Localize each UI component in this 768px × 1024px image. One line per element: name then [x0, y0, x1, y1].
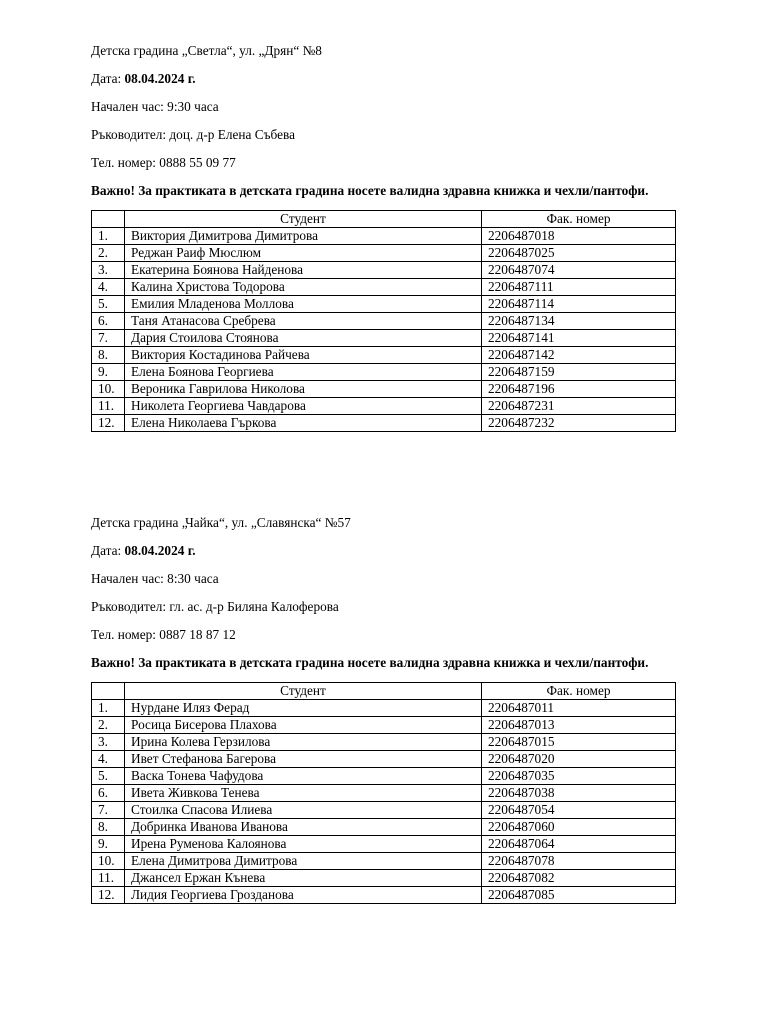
student-name: Николета Георгиева Чавдарова [125, 398, 482, 415]
row-number: 11. [92, 870, 125, 887]
student-name: Джансел Ержан Кънева [125, 870, 482, 887]
student-name: Ивета Живкова Тенева [125, 785, 482, 802]
faculty-number: 2206487114 [482, 296, 676, 313]
row-number: 6. [92, 313, 125, 330]
faculty-number: 2206487015 [482, 734, 676, 751]
faculty-number: 2206487196 [482, 381, 676, 398]
table-row [92, 262, 676, 279]
row-number: 9. [92, 836, 125, 853]
student-name: Ивет Стефанова Багерова [125, 751, 482, 768]
phone: Тел. номер: 0888 55 09 77 [91, 155, 236, 170]
table-row [92, 870, 676, 887]
student-name: Ирена Руменова Калоянова [125, 836, 482, 853]
table-row [92, 819, 676, 836]
header-faculty-number: Фак. номер [482, 211, 676, 228]
student-name: Екатерина Боянова Найденова [125, 262, 482, 279]
row-number: 10. [92, 853, 125, 870]
table-row [92, 734, 676, 751]
faculty-number: 2206487085 [482, 887, 676, 904]
row-number: 9. [92, 364, 125, 381]
table-row [92, 717, 676, 734]
student-name: Стоилка Спасова Илиева [125, 802, 482, 819]
student-name: Ирина Колева Герзилова [125, 734, 482, 751]
table-row [92, 836, 676, 853]
row-number: 7. [92, 802, 125, 819]
row-number: 12. [92, 887, 125, 904]
supervisor: Ръководител: гл. ас. д-р Биляна Калоферова [91, 599, 339, 614]
table-row [92, 364, 676, 381]
student-name: Добринка Иванова Иванова [125, 819, 482, 836]
row-number: 11. [92, 398, 125, 415]
faculty-number: 2206487054 [482, 802, 676, 819]
row-number: 8. [92, 819, 125, 836]
important-notice: Важно! За практиката в детската градина носете валидна здравна книжка и чехли/пантофи. [91, 655, 649, 670]
kindergarten-heading: Детска градина „Чайка“, ул. „Славянска“ №57 [91, 515, 351, 530]
table-row [92, 700, 676, 717]
row-number: 1. [92, 228, 125, 245]
header-faculty-number: Фак. номер [482, 683, 676, 700]
table-row [92, 802, 676, 819]
faculty-number: 2206487035 [482, 768, 676, 785]
table-row [92, 347, 676, 364]
row-number: 5. [92, 768, 125, 785]
phone: Тел. номер: 0887 18 87 12 [91, 627, 236, 642]
faculty-number: 2206487159 [482, 364, 676, 381]
student-name: Реджан Раиф Мюслюм [125, 245, 482, 262]
faculty-number: 2206487141 [482, 330, 676, 347]
kindergarten-heading: Детска градина „Светла“, ул. „Дрян“ №8 [91, 43, 322, 58]
faculty-number: 2206487020 [482, 751, 676, 768]
header-number [92, 211, 125, 228]
faculty-number: 2206487134 [482, 313, 676, 330]
row-number: 5. [92, 296, 125, 313]
faculty-number: 2206487078 [482, 853, 676, 870]
row-number: 2. [92, 717, 125, 734]
row-number: 6. [92, 785, 125, 802]
faculty-number: 2206487025 [482, 245, 676, 262]
table-row [92, 768, 676, 785]
faculty-number: 2206487011 [482, 700, 676, 717]
student-name: Нурдане Иляз Ферад [125, 700, 482, 717]
row-number: 12. [92, 415, 125, 432]
date-line [91, 70, 676, 88]
date-value: 08.04.2024 г. [124, 71, 196, 86]
table-row [92, 381, 676, 398]
supervisor: Ръководител: доц. д-р Елена Събева [91, 127, 295, 142]
student-table [91, 682, 676, 904]
table-row [92, 785, 676, 802]
table-row [92, 887, 676, 904]
faculty-number: 2206487111 [482, 279, 676, 296]
table-row [92, 415, 676, 432]
faculty-number: 2206487064 [482, 836, 676, 853]
faculty-number: 2206487038 [482, 785, 676, 802]
date-value: 08.04.2024 г. [124, 543, 196, 558]
row-number: 7. [92, 330, 125, 347]
student-name: Росица Бисерова Плахова [125, 717, 482, 734]
row-number: 8. [92, 347, 125, 364]
row-number: 10. [92, 381, 125, 398]
header-student: Студент [125, 211, 482, 228]
faculty-number: 2206487082 [482, 870, 676, 887]
row-number: 4. [92, 751, 125, 768]
student-name: Васка Тонева Чафудова [125, 768, 482, 785]
date-label: Дата: [91, 71, 125, 86]
faculty-number: 2206487018 [482, 228, 676, 245]
row-number: 3. [92, 262, 125, 279]
table-row [92, 279, 676, 296]
student-name: Елена Димитрова Димитрова [125, 853, 482, 870]
student-name: Калина Христова Тодорова [125, 279, 482, 296]
table-row [92, 330, 676, 347]
start-time: Начален час: 9:30 часа [91, 99, 219, 114]
table-row [92, 398, 676, 415]
student-name: Елена Боянова Георгиева [125, 364, 482, 381]
student-name: Виктория Димитрова Димитрова [125, 228, 482, 245]
faculty-number: 2206487060 [482, 819, 676, 836]
table-header-row [92, 211, 676, 228]
row-number: 2. [92, 245, 125, 262]
table-row [92, 228, 676, 245]
faculty-number: 2206487013 [482, 717, 676, 734]
student-name: Дария Стоилова Стоянова [125, 330, 482, 347]
student-name: Таня Атанасова Сребрева [125, 313, 482, 330]
faculty-number: 2206487142 [482, 347, 676, 364]
student-name: Елена Николаева Гъркова [125, 415, 482, 432]
student-name: Лидия Георгиева Грозданова [125, 887, 482, 904]
start-time: Начален час: 8:30 часа [91, 571, 219, 586]
table-row [92, 313, 676, 330]
header-student: Студент [125, 683, 482, 700]
section-kindergarten-svetla [91, 42, 676, 432]
student-name: Емилия Младенова Моллова [125, 296, 482, 313]
table-row [92, 245, 676, 262]
student-name: Вероника Гаврилова Николова [125, 381, 482, 398]
faculty-number: 2206487231 [482, 398, 676, 415]
row-number: 1. [92, 700, 125, 717]
faculty-number: 2206487074 [482, 262, 676, 279]
row-number: 3. [92, 734, 125, 751]
table-row [92, 853, 676, 870]
header-number [92, 683, 125, 700]
table-row [92, 296, 676, 313]
date-label: Дата: [91, 543, 125, 558]
table-row [92, 751, 676, 768]
date-line [91, 542, 676, 560]
student-name: Виктория Костадинова Райчева [125, 347, 482, 364]
section-kindergarten-chayka [91, 514, 676, 904]
table-header-row [92, 683, 676, 700]
important-notice: Важно! За практиката в детската градина носете валидна здравна книжка и чехли/пантофи. [91, 183, 649, 198]
faculty-number: 2206487232 [482, 415, 676, 432]
row-number: 4. [92, 279, 125, 296]
student-table [91, 210, 676, 432]
